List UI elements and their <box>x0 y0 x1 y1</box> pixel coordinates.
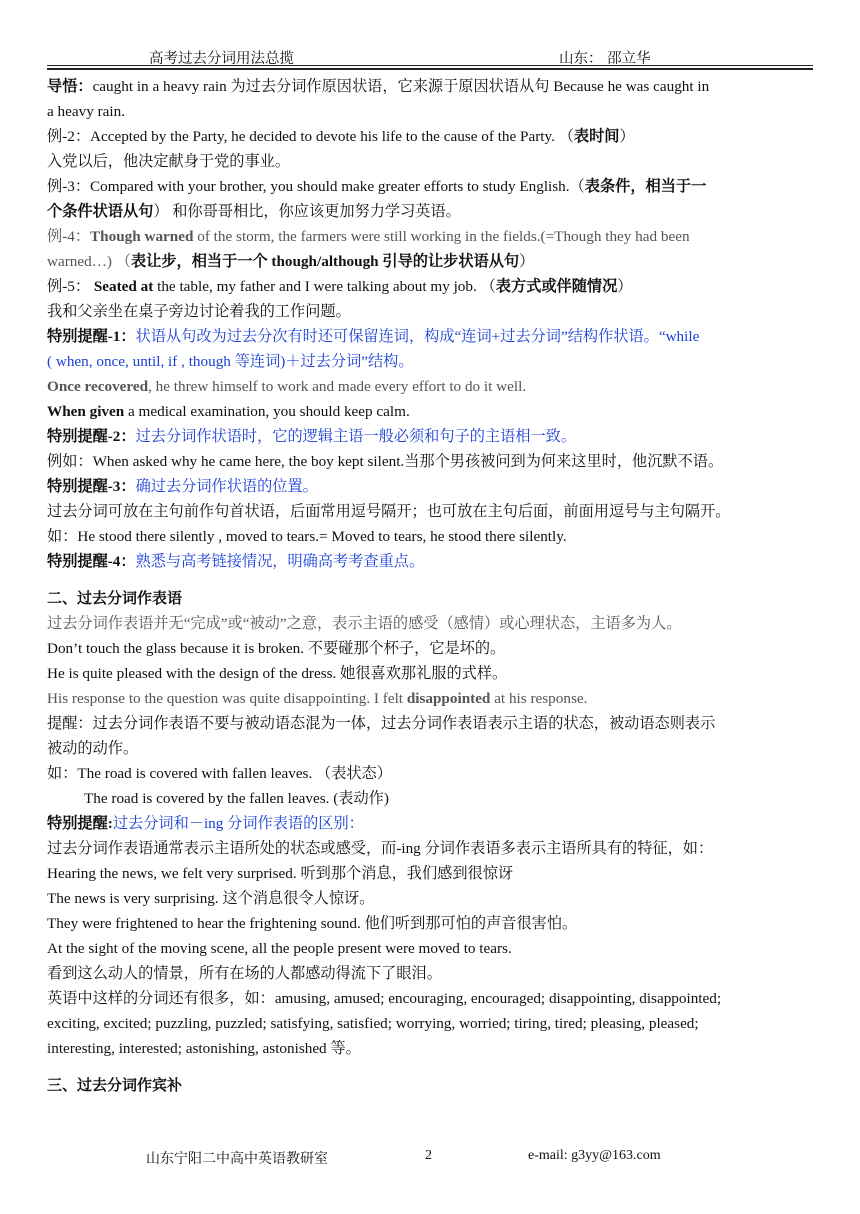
tip-1: 特别提醒-1：状语从句改为过去分次有时还可保留连词，构成“连词+过去分词”结构作状语。“while <box>47 328 700 345</box>
text-line: When given a medical examination, you should keep calm. <box>47 403 410 420</box>
text-line: warned…) （表让步，相当于一个 though/although 引导的让步状语从句） <box>47 253 535 270</box>
tip-special: 特别提醒:过去分词和－ing 分词作表语的区别： <box>47 815 364 832</box>
text-line: 看到这么动人的情景，所有在场的人都感动得流下了眼泪。 <box>47 965 442 982</box>
document-title: 高考过去分词用法总揽 <box>149 51 294 67</box>
page-footer <box>0 1148 860 1170</box>
text-line: The news is very surprising. 这个消息很令人惊讶。 <box>47 890 375 907</box>
text-line: 过去分词作表语通常表示主语所处的状态或感受，而-ing 分词作表语多表示主语所具有的特征，如： <box>47 840 714 857</box>
text-line: 英语中这样的分词还有很多，如：amusing, amused; encouraging, encouraged; disappointing, disappointed; <box>47 990 722 1007</box>
page-header <box>47 40 813 74</box>
example-3: 例-3：Compared with your brother, you should make greater efforts to study English.（表条件，相当于一 <box>47 178 707 195</box>
footer-email: e-mail: g3yy@163.com <box>528 1148 661 1163</box>
example-2: 例-2：Accepted by the Party, he decided to devote his life to the cause of the Party. （表时间） <box>47 128 635 145</box>
header-rule-thick <box>47 68 813 70</box>
text-line: They were frightened to hear the frightening sound. 他们听到那可怕的声音很害怕。 <box>47 915 578 932</box>
text-line: 个条件状语从句） 和你哥哥相比，你应该更加努力学习英语。 <box>47 203 461 220</box>
text-line: Don’t touch the glass because it is broken. 不要碰那个杯子，它是坏的。 <box>47 640 506 657</box>
text-line: 例如：When asked why he came here, the boy kept silent.当那个男孩被问到为何来这里时，他沉默不语。 <box>47 453 724 470</box>
footer-school: 山东宁阳二中高中英语教研室 <box>146 1151 328 1167</box>
text-line: The road is covered by the fallen leaves. (表动作) <box>84 790 389 807</box>
text-line: He is quite pleased with the design of the dress. 她很喜欢那礼服的式样。 <box>47 665 508 682</box>
header-rule <box>47 65 813 66</box>
text-line: Hearing the news, we felt very surprised. 听到那个消息，我们感到很惊讶 <box>47 865 514 882</box>
text-line: Once recovered, he threw himself to work and made every effort to do it well. <box>47 378 527 395</box>
tip-3: 特别提醒-3：确过去分词作状语的位置。 <box>47 478 318 495</box>
text-line: a heavy rain. <box>47 103 126 120</box>
text-line: 我和父亲坐在桌子旁边讨论着我的工作问题。 <box>47 303 351 320</box>
text-line: 过去分词可放在主句前作句首状语，后面常用逗号隔开；也可放在主句后面，前面用逗号与主句隔开。 <box>47 503 731 520</box>
section-heading: 二、过去分词作表语 <box>47 589 183 607</box>
text-line: 导悟：caught in a heavy rain 为过去分词作原因状语，它来源于原因状语从句 Because he was caught in <box>47 78 710 95</box>
text-line: His response to the question was quite disappointing. I felt disappointed at his response. <box>47 690 588 707</box>
text-line: 提醒：过去分词作表语不要与被动语态混为一体，过去分词作表语表示主语的状态，被动语态则表示 <box>47 715 716 732</box>
example-4: 例-4：Though warned of the storm, the farmers were still working in the fields.(=Though they had been <box>47 228 690 245</box>
text-line: 如：He stood there silently , moved to tears.= Moved to tears, he stood there silently. <box>47 528 567 545</box>
document-body <box>47 74 817 1098</box>
text-line: 被动的动作。 <box>47 740 139 757</box>
text-line: 入党以后，他决定献身于党的事业。 <box>47 153 290 170</box>
section-heading: 三、过去分词作宾补 <box>47 1076 183 1094</box>
page-number: 2 <box>425 1148 432 1163</box>
tip-4: 特别提醒-4：熟悉与高考链接情况，明确高考考查重点。 <box>47 553 425 570</box>
text-line: interesting, interested; astonishing, astonished 等。 <box>47 1040 361 1057</box>
example-5: 例-5： Seated at the table, my father and I were talking about my job. （表方式或伴随情况） <box>47 278 633 295</box>
text-line: exciting, excited; puzzling, puzzled; satisfying, satisfied; worrying, worried; tiring, tired; pleasing, pleased; <box>47 1015 699 1032</box>
tip-2: 特别提醒-2：过去分词作状语时，它的逻辑主语一般必须和句子的主语相一致。 <box>47 428 577 445</box>
text-line: 过去分词作表语并无“完成”或“被动”之意，表示主语的感受（感情）或心理状态，主语多为人。 <box>47 615 682 632</box>
text-line: 如：The road is covered with fallen leaves. （表状态） <box>47 765 392 782</box>
text-line: ( when, once, until, if , though 等连词)＋过去分词”结构。 <box>47 353 414 370</box>
author-label: 山东： 邵立华 <box>559 51 651 67</box>
text-line: At the sight of the moving scene, all the people present were moved to tears. <box>47 940 512 957</box>
